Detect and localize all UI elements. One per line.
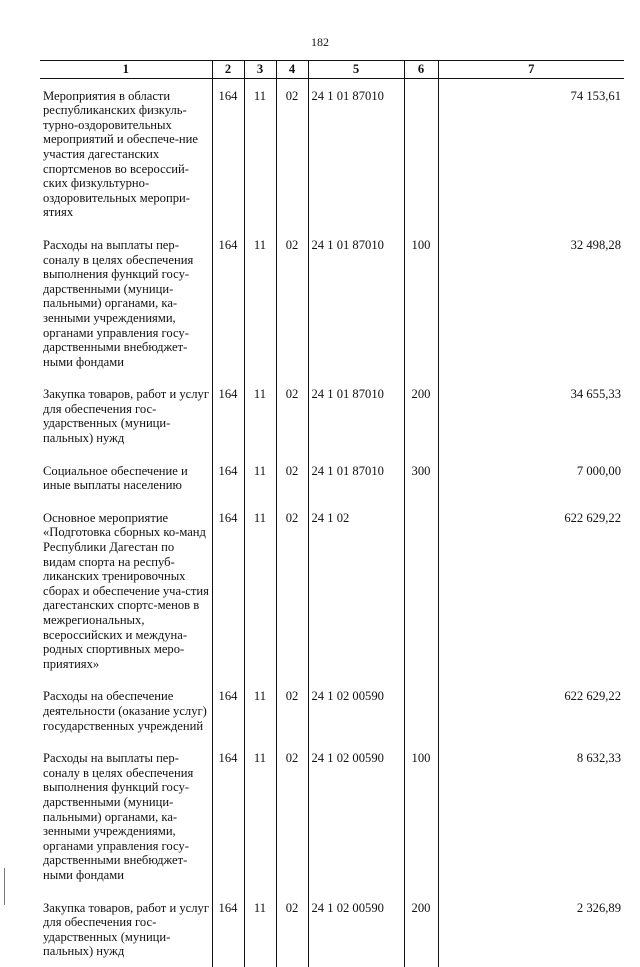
row-pr: 02: [276, 78, 308, 228]
row-sum: 622 629,22: [438, 679, 624, 741]
row-csr: 24 1 01 87010: [308, 377, 404, 453]
row-sum: 8 632,33: [438, 741, 624, 890]
row-rz: 11: [244, 679, 276, 741]
row-sum: 34 655,33: [438, 377, 624, 453]
table-row: [40, 741, 624, 890]
col-header-csr: 5: [308, 61, 404, 79]
row-ved: 164: [212, 228, 244, 377]
scan-edge-mark: [4, 868, 5, 905]
table-row: [40, 501, 624, 680]
row-name: Социальное обеспечение и иные выплаты населению: [43, 463, 188, 493]
row-rz: 11: [244, 228, 276, 377]
row-ved: 164: [212, 679, 244, 741]
row-vr: 200: [404, 891, 438, 967]
row-rz: 11: [244, 377, 276, 453]
row-ved: 164: [212, 501, 244, 680]
header-row: [40, 61, 624, 79]
row-pr: 02: [276, 891, 308, 967]
row-sum: 74 153,61: [438, 78, 624, 228]
table-row: [40, 891, 624, 967]
row-name: Основное мероприятие «Подготовка сборных ко-манд Республики Дагестан по видам спорта на респуб-ликанских тренировочных сборах и обеспечение уча-стия дагестанских спортс-менов в межрегиональных, всероссийских и междуна-родных спортивных меро-приятиях»: [43, 510, 209, 671]
col-header-vr: 6: [404, 61, 438, 79]
row-vr: 100: [404, 228, 438, 377]
row-rz: 11: [244, 454, 276, 501]
row-csr: 24 1 02 00590: [308, 891, 404, 967]
row-ved: 164: [212, 891, 244, 967]
row-vr: 200: [404, 377, 438, 453]
row-ved: 164: [212, 741, 244, 890]
table-row: [40, 679, 624, 741]
row-csr: 24 1 02 00590: [308, 679, 404, 741]
page-number: 182: [311, 35, 329, 49]
col-header-pr: 4: [276, 61, 308, 79]
row-name: Расходы на выплаты пер-соналу в целях обеспечения выполнения функций госу-дарственными (муници-пальными) органами, ка-зенными учреждениями, органами управления госу-дарственными внебюджет-ными фондами: [43, 751, 194, 882]
row-csr: 24 1 01 87010: [308, 454, 404, 501]
row-csr: 24 1 01 87010: [308, 78, 404, 228]
col-header-sum: 7: [438, 61, 624, 79]
row-ved: 164: [212, 377, 244, 453]
row-vr: 100: [404, 741, 438, 890]
row-sum: 7 000,00: [438, 454, 624, 501]
row-rz: 11: [244, 891, 276, 967]
row-sum: 32 498,28: [438, 228, 624, 377]
row-ved: 164: [212, 454, 244, 501]
table-row: [40, 377, 624, 453]
row-sum: 2 326,89: [438, 891, 624, 967]
row-csr: 24 1 02: [308, 501, 404, 680]
row-name: Расходы на выплаты пер-соналу в целях обеспечения выполнения функций госу-дарственными (муници-пальными) органами, ка-зенными учреждениями, органами управления госу-дарственными внебюджет-ными фондами: [43, 237, 194, 369]
row-name: Закупка товаров, работ и услуг для обеспечения гос-ударственных (муници-пальных) нужд: [43, 387, 209, 446]
row-vr: 300: [404, 454, 438, 501]
row-vr: [404, 501, 438, 680]
row-ved: 164: [212, 78, 244, 228]
row-pr: 02: [276, 741, 308, 890]
row-pr: 02: [276, 228, 308, 377]
budget-table: [40, 60, 624, 967]
row-rz: 11: [244, 78, 276, 228]
row-pr: 02: [276, 501, 308, 680]
row-name: Расходы на обеспечение деятельности (оказание услуг) государственных учреждений: [43, 689, 207, 733]
row-sum: 622 629,22: [438, 501, 624, 680]
col-header-name: 1: [40, 61, 212, 79]
row-name: Мероприятия в области республиканских физкуль-турно-оздоровительных мероприятий и обеспече-ние участия дагестанских спортсменов во всероссий-ских физкультурно-оздоровительных меропри-ятиях: [43, 88, 198, 220]
row-pr: 02: [276, 454, 308, 501]
col-header-ved: 2: [212, 61, 244, 79]
table-row: [40, 228, 624, 377]
row-rz: 11: [244, 741, 276, 890]
table-row: [40, 78, 624, 228]
row-rz: 11: [244, 501, 276, 680]
row-pr: 02: [276, 679, 308, 741]
row-csr: 24 1 01 87010: [308, 228, 404, 377]
row-pr: 02: [276, 377, 308, 453]
row-csr: 24 1 02 00590: [308, 741, 404, 890]
row-vr: [404, 679, 438, 741]
row-name: Закупка товаров, работ и услуг для обеспечения гос-ударственных (муници-пальных) нужд: [43, 900, 209, 959]
table-row: [40, 454, 624, 501]
row-vr: [404, 78, 438, 228]
col-header-rz: 3: [244, 61, 276, 79]
